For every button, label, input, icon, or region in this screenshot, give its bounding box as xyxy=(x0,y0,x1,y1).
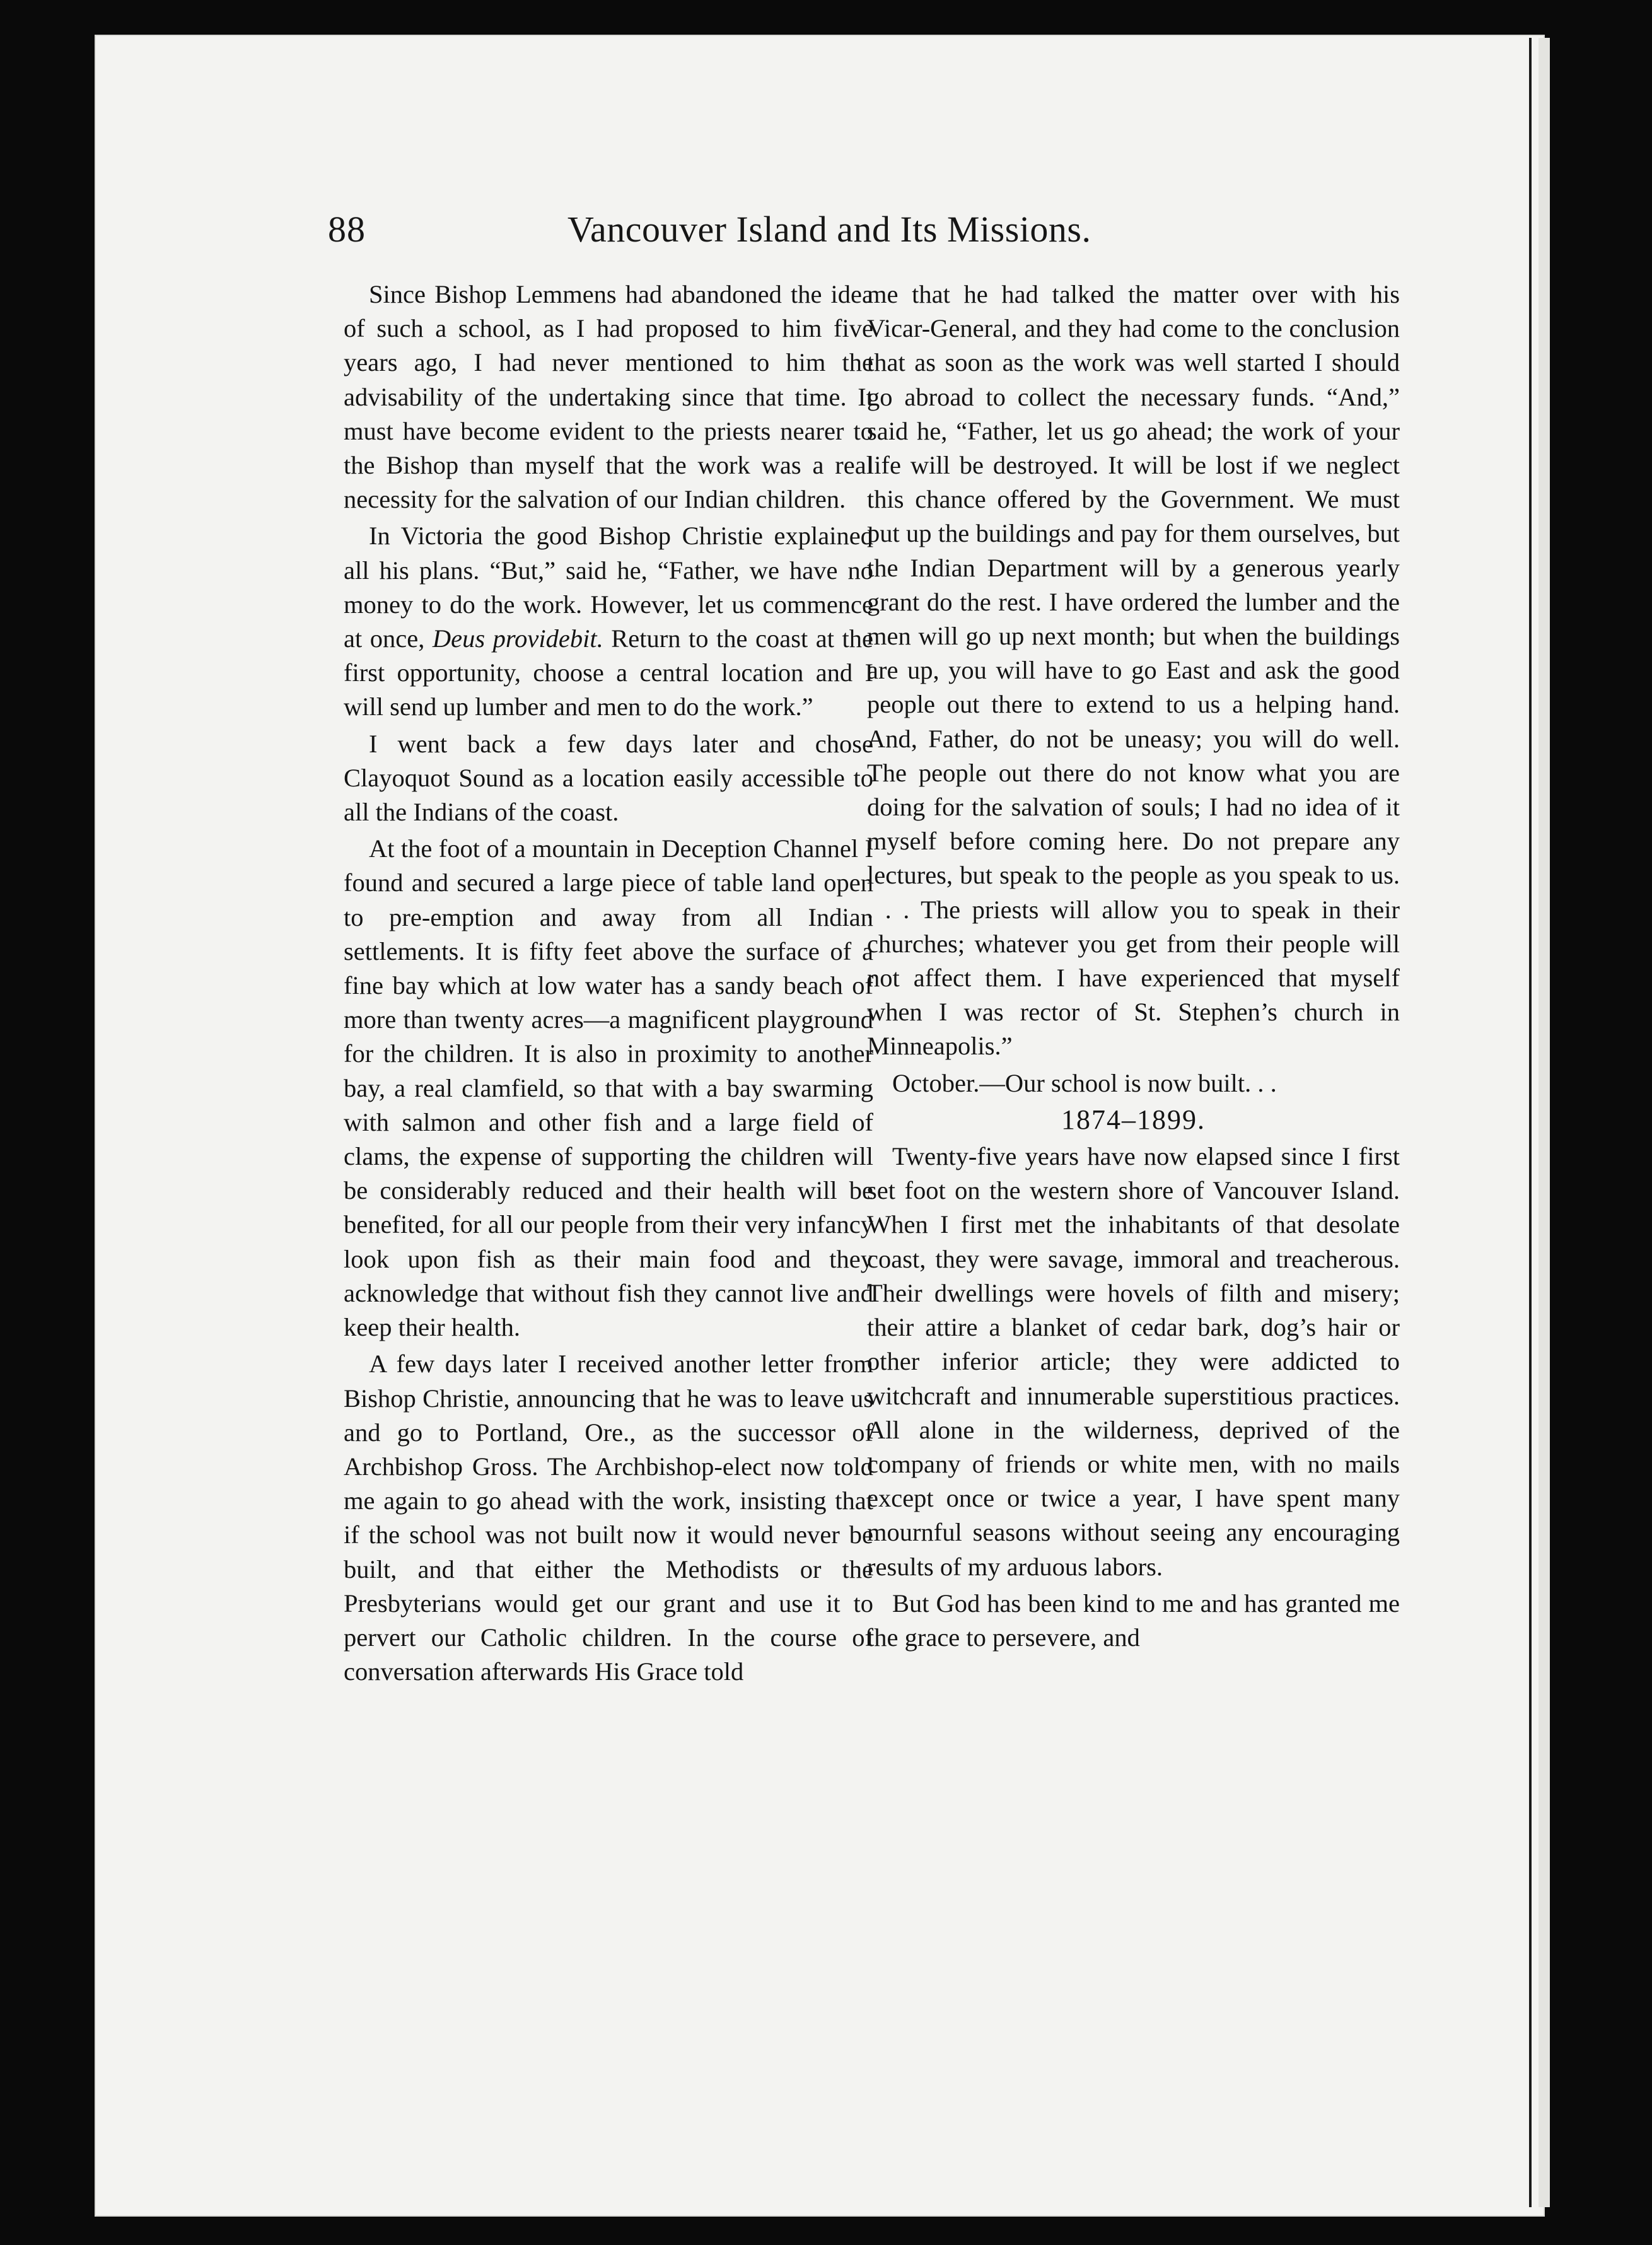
section-heading: 1874–1899. xyxy=(1061,1104,1206,1135)
paragraph: A few days later I received another letter from Bishop Christie, announcing that he was to leave us and go to Portland, Ore., as the successor of Archbishop Gross. The Archbishop-elect now told me again to go ahead with the work, insisting that if the school was not built now it would never be built, and that either the Methodists or the Presbyterians would get our grant and use it to pervert our Catholic children. In the course of conversation afterwards His Grace told xyxy=(344,1350,873,1686)
right-column xyxy=(867,277,1400,1657)
page-gutter xyxy=(1529,38,1532,2207)
paragraph: Twenty-five years have now elapsed since I first set foot on the western shore of Vancouver Island. When I first met the inhabitants of that desolate coast, they were savage, immoral and treacherous. Their dwellings were hovels of filth and misery; their attire a blanket of cedar bark, dog’s hair or other inferior article; they were addicted to witchcraft and innumerable superstitious practices. All alone in the wilderness, deprived of the company of friends or white men, with no mails except once or twice a year, I have spent many mournful seasons without seeing any encouraging results of my arduous labors. xyxy=(867,1142,1400,1581)
paragraph: Since Bishop Lemmens had abandoned the idea of such a school, as I had proposed to him five years ago, I had never mentioned to him the advisability of the undertaking since that time. It must have become evident to the priests nearer to the Bishop than myself that the work was a real necessity for the salvation of our Indian children. xyxy=(344,280,873,514)
page-header xyxy=(328,208,1450,259)
facing-page-edge xyxy=(1539,38,1550,2207)
paragraph: October.—Our school is now built. . . xyxy=(892,1068,1277,1097)
paragraph xyxy=(344,519,873,724)
left-column xyxy=(344,277,873,1691)
paragraph: But God has been kind to me and has granted me the grace to persevere, and xyxy=(867,1589,1400,1652)
paragraph-text: Return to the coast at the first opportunity, choose a central location and I will send up lumber and men to do the work.” xyxy=(344,624,873,721)
page-number: 88 xyxy=(328,209,366,250)
paragraph-text: In Victoria the good Bishop Christie explained all his plans. “But,” said he, “Father, we have no money to do the work. However, let us commence at once, xyxy=(344,522,873,653)
paragraph: me that he had talked the matter over with his Vicar-General, and they had come to the conclusion that as soon as the work was well started I should go abroad to collect the necessary funds. “And,” said he, “Father, let us go ahead; the work of your life will be destroyed. It will be lost if we neglect this chance offered by the Government. We must put up the buildings and pay for them ourselves, but the Indian Department will by a generous yearly grant do the rest. I have ordered the lumber and the men will go up next month; but when the buildings are up, you will have to go East and ask the good people out there to extend to us a helping hand. And, Father, do not be uneasy; you will do well. The people out there do not know what you are doing for the salvation of souls; I had no idea of it myself before coming here. Do not prepare any lectures, but speak to the people as you speak to us. . . . The priests will allow you to speak in their churches; whatever you get from their people will not affect them. I have experienced that myself when I was rector of St. Stephen’s church in Minneapolis.” xyxy=(867,280,1400,1061)
running-title: Vancouver Island and Its Missions. xyxy=(567,209,1091,250)
paragraph: At the foot of a mountain in Deception Channel I found and secured a large piece of table land open to pre-emption and away from all Indian settlements. It is fifty feet above the surface of a fine bay which at low water has a sandy beach of more than twenty acres—a magnificent playground for the children. It is also in proximity to another bay, a real clamfield, so that with a bay swarming with salmon and other fish and a large field of clams, the expense of supporting the children will be considerably reduced and their health will be benefited, for all our people from their very infancy look upon fish as their main food and they acknowledge that without fish they cannot live and keep their health. xyxy=(344,834,873,1342)
paragraph: I went back a few days later and chose Clayoquot Sound as a location easily accessible to all the Indians of the coast. xyxy=(344,729,873,827)
latin-phrase: Deus providebit. xyxy=(432,624,603,653)
